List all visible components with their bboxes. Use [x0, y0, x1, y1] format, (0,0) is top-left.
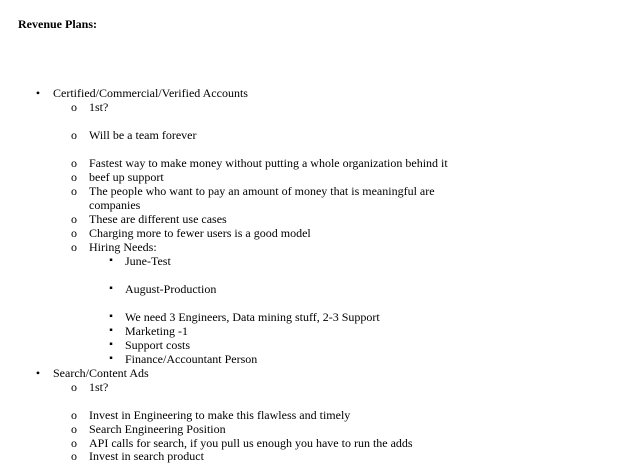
circle-bullet-icon: o — [71, 156, 77, 170]
circle-bullet-icon: o — [71, 240, 77, 254]
list-item: Marketing -1 — [125, 324, 188, 338]
list-item: Hiring Needs: — [89, 240, 157, 254]
circle-bullet-icon: o — [71, 212, 77, 226]
square-bullet-icon: ▪ — [109, 325, 113, 336]
list-item: 1st? — [89, 380, 109, 394]
document-title: Revenue Plans: — [18, 17, 97, 31]
square-bullet-icon: ▪ — [109, 353, 113, 364]
disc-bullet-icon: • — [35, 86, 41, 100]
list-item: Search/Content Ads — [53, 366, 149, 380]
square-bullet-icon: ▪ — [109, 339, 113, 350]
list-item: API calls for search, if you pull us enough you have to run the adds — [89, 436, 413, 450]
list-item: Charging more to fewer users is a good model — [89, 226, 311, 240]
circle-bullet-icon: o — [71, 422, 77, 436]
circle-bullet-icon: o — [71, 408, 77, 422]
circle-bullet-icon: o — [71, 170, 77, 184]
circle-bullet-icon: o — [71, 380, 77, 394]
circle-bullet-icon: o — [71, 436, 77, 450]
circle-bullet-icon: o — [71, 100, 77, 114]
list-item: beef up support — [89, 170, 164, 184]
list-item: Certified/Commercial/Verified Accounts — [53, 86, 248, 100]
list-item: These are different use cases — [89, 212, 227, 226]
square-bullet-icon: ▪ — [109, 255, 113, 266]
list-item: 1st? — [89, 100, 109, 114]
list-item: Finance/Accountant Person — [125, 352, 258, 366]
circle-bullet-icon: o — [71, 184, 77, 198]
square-bullet-icon: ▪ — [109, 311, 113, 322]
list-item: Will be a team forever — [89, 128, 197, 142]
list-item-continuation: companies — [89, 198, 141, 212]
list-item: June-Test — [125, 254, 171, 268]
list-item: The people who want to pay an amount of money that is meaningful are — [89, 184, 435, 198]
list-item: Invest in Engineering to make this flawless and timely — [89, 408, 351, 422]
disc-bullet-icon: • — [35, 366, 41, 380]
list-item: August-Production — [125, 282, 217, 296]
list-item: We need 3 Engineers, Data mining stuff, 2-3 Support — [125, 310, 380, 324]
list-item: Search Engineering Position — [89, 422, 226, 436]
list-item: Fastest way to make money without putting a whole organization behind it — [89, 156, 448, 170]
list-item: Support costs — [125, 338, 191, 352]
circle-bullet-icon: o — [71, 128, 77, 142]
circle-bullet-icon: o — [71, 449, 77, 463]
circle-bullet-icon: o — [71, 226, 77, 240]
list-item: Invest in search product — [89, 449, 204, 463]
square-bullet-icon: ▪ — [109, 283, 113, 294]
